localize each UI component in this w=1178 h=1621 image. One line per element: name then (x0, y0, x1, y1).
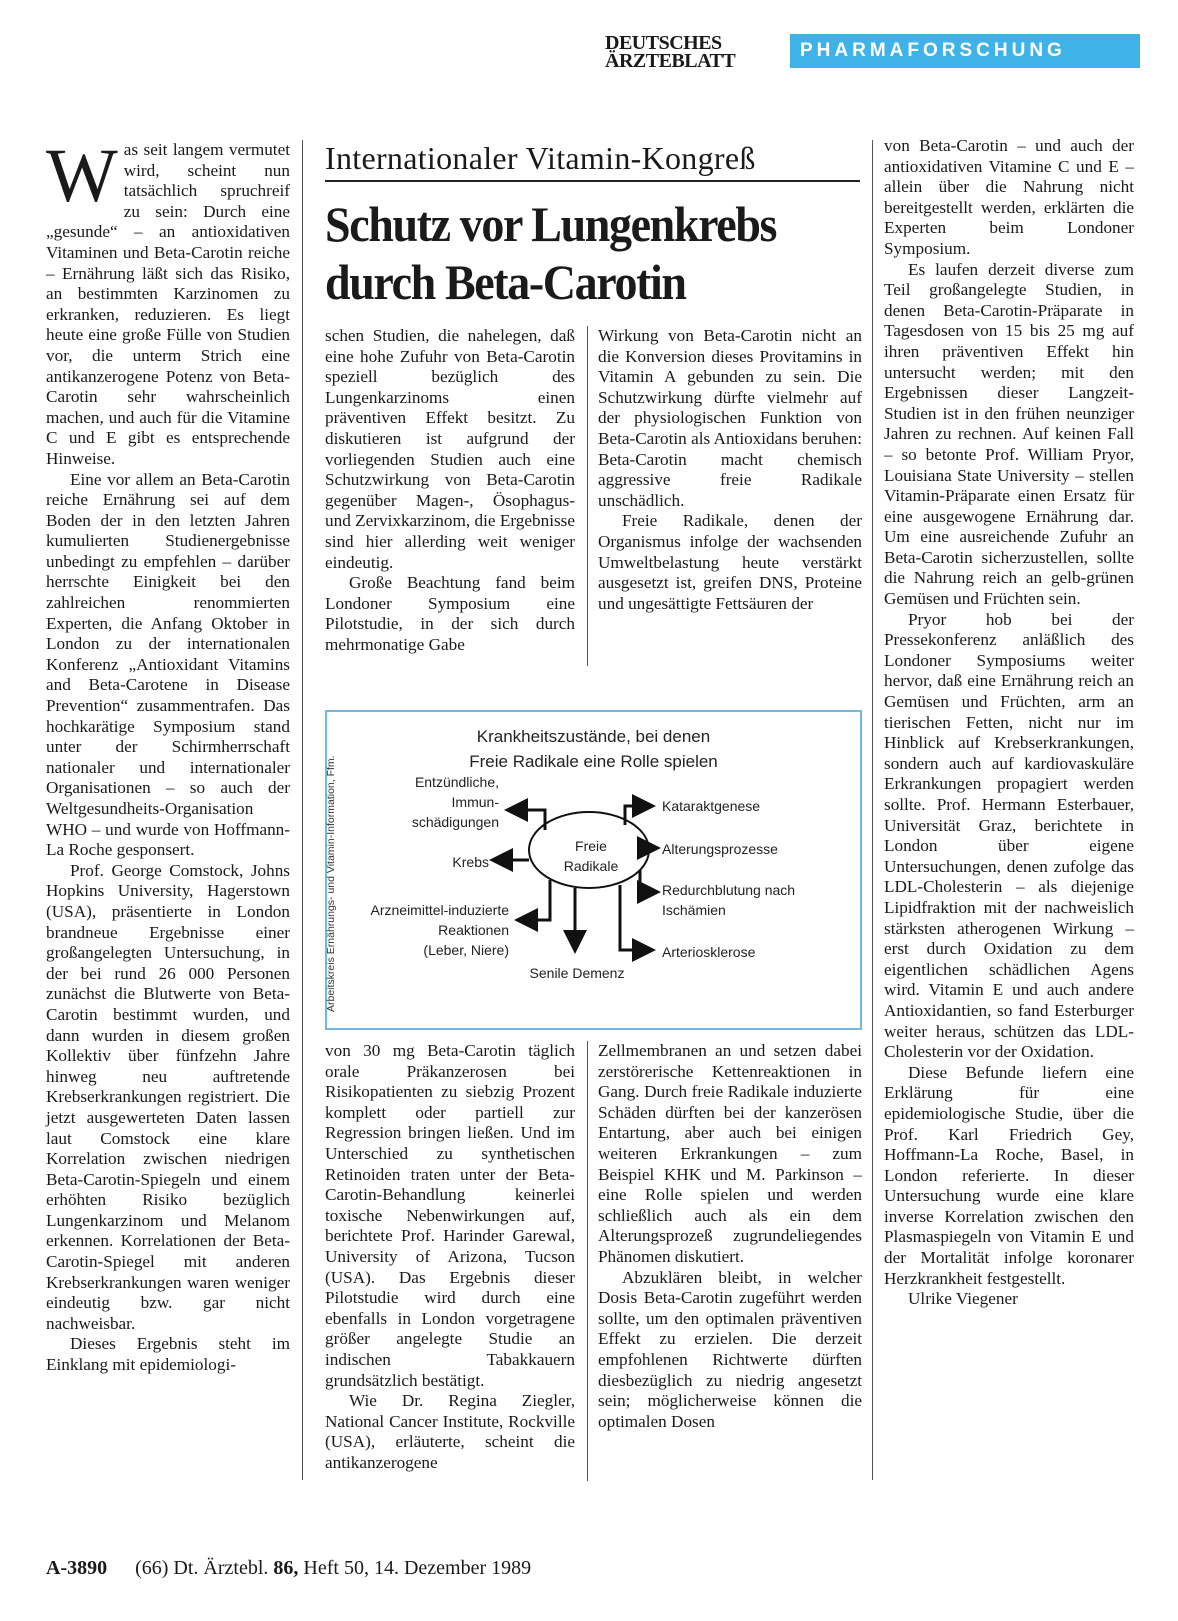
article-column-2-top (325, 326, 575, 656)
page-number: A-3890 (46, 1557, 108, 1579)
paragraph: Was seit langem vermutet wird, scheint nun tatsächlich spruchreif zu sein: Durch eine „gesunde“ – an antioxidativen Vitaminen und Beta-Carotin reiche – Ernährung läßt sich das Risiko, an bestimmten Karzinomen zu erkranken, reduzieren. Es liegt heute eine große Fülle von Studien vor, die unterm Strich eine antikanzerogene Potenz von Beta-Carotin sehr wahrscheinlich machen, und auch für die Vitamine C und E gibt es entsprechende Hinweise. (46, 134, 290, 468)
column-divider (587, 326, 588, 666)
headline-rule (325, 180, 860, 182)
paragraph: Diese Befunde liefern eine Erklärung für eine epidemiologische Studie, über die Prof. Karl Friedrich Gey, Hoffmann-La Roche, Basel, in London referierte. In dieser Untersuchung wurde eine klare inverse Korrelation zwischen den Plasmaspiegeln von Vitamin E und der Mortalität infolge koronarer Herzkrankheit festgestellt. (884, 1062, 1134, 1288)
paragraph: Abzuklären bleibt, in welcher Dosis Beta-Carotin zugeführt werden sollte, um den optimalen präventiven Effekt zu erzielen. Die derzeit empfohlenen Richtwerte dürften diesbezüglich zu niedrig angesetzt sein; möglicherweise können die optimalen Dosen (598, 1267, 862, 1431)
footer-issue: Heft 50, 14. Dezember 1989 (303, 1557, 532, 1579)
label-aging: Alterungsprozesse (662, 841, 778, 857)
headline-line2: durch Beta-Carotin (325, 254, 686, 310)
kicker-title: Internationaler Vitamin-Kongreß (325, 140, 756, 176)
headline (325, 195, 826, 311)
diagram-credit: Arbeitskreis Ernährungs- und Vitamin-Information, Ffm. (325, 755, 337, 1012)
paragraph: Es laufen derzeit diverse zum Teil großangelegte Studien, in denen Beta-Carotin-Präparate in Tagesdosen von 15 bis 25 mg auf ihren präventiven Effekt hin untersucht werden; mit den Ergebnissen dieser Langzeit-Studien ist in den frühen neunziger Jahren zu rechnen. Auf keinen Fall – so betonte Prof. William Pryor, Louisiana State University – stellen Vitamin-Präparate einen Ersatz für eine ausgewogene Ernährung dar. Um eine ausreichende Zufuhr an Beta-Carotin sicherzustellen, sollte die Nahrung reich an gelb-grünen Gemüsen und Früchten sein. (884, 259, 1134, 609)
label-drug-reactions: Arzneimittel-induzierte Reaktionen (Leber, Niere) (370, 902, 509, 958)
column-divider (872, 140, 873, 1480)
label-cataract: Kataraktgenese (662, 798, 761, 814)
arrow-reperfusion (640, 870, 655, 892)
diagram-title: Krankheitszustände, bei denen Freie Radikale eine Rolle spielen (469, 727, 718, 771)
paragraph: von Beta-Carotin – und auch der antioxidativen Vitamine C und E – allein über die Nahrung nicht bereitgestellt werden, erklärten die Experten beim Londoner Symposium. (884, 136, 1134, 258)
label-reperfusion: Redurchblutung nach Ischämien (662, 882, 796, 918)
paragraph: Große Beachtung fand beim Londoner Symposium eine Pilotstudie, in der sich durch mehrmonatige Gabe (325, 573, 575, 654)
paragraph: Zellmembranen an und setzen dabei zerstörerische Kettenreaktionen in Gang. Durch freie Radikale induzierte Schäden dürften bei der kanzerösen Entartung, aber auch bei einigen weiteren Erkrankungen – zum Beispiel KHK und M. Parkinson – eine Rolle spielen und werden schließlich auch als ein dem Alterungsprozeß zugrundeliegendes Phänomen diskutiert. (598, 1041, 862, 1266)
headline-line1: Schutz vor Lungenkrebs (325, 196, 777, 252)
article-column-4 (884, 136, 1134, 1310)
article-column-1 (46, 134, 290, 1376)
masthead-line2: ÄRZTEBLATT (605, 50, 736, 72)
footer-volume: 86, (273, 1557, 299, 1579)
label-cancer: Krebs (452, 854, 489, 870)
masthead-line1: DEUTSCHES (605, 32, 722, 54)
column-divider (587, 1041, 588, 1481)
center-label: Freie Radikale (563, 838, 619, 874)
article-column-3-top (598, 326, 862, 614)
journal-masthead (605, 34, 775, 70)
label-atherosclerosis: Arteriosklerose (662, 944, 756, 960)
article-column-2-bottom (325, 1041, 575, 1473)
author-signature: Ulrike Viegener (908, 1289, 1018, 1309)
paragraph: schen Studien, die nahelegen, daß eine hohe Zufuhr von Beta-Carotin speziell bezüglich des Lungenkarzinoms einen präventiven Effekt besitzt. Zu diskutieren ist aufgrund der vorliegenden Studien auch eine Schutzwirkung von Beta-Carotin gegenüber Magen-, Ösophagus- und Zervixkarzinom, die Ergebnisse sind hier allerding weit weniger eindeutig. (325, 326, 575, 572)
drop-cap: W (46, 134, 118, 218)
label-inflammation: Entzündliche, Immun- schädigungen (411, 774, 499, 830)
paragraph: Prof. George Comstock, Johns Hopkins University, Hagerstown (USA), präsentierte in London brandneue Ergebnisse einer großangelegten Untersuchung, in der bei rund 26 000 Personen zunächst die Blutwerte von Beta-Carotin bestimmt wurden, und dann wurden in diesem großen Kollektiv über fünfzehn Jahre hinweg neu auftretende Krebserkrankungen registriert. Die jetzt ausgewerteten Daten lassen laut Comstock eine klare Korrelation zwischen niedrigen Beta-Carotin-Spiegeln und einem erhöhten Risiko bezüglich Lungenkarzinom und Melanom erkennen. Korrelationen der Beta-Carotin-Spiegel mit anderen Krebserkrankungen waren weniger eindeutig bzw. gar nicht nachweisbar. (46, 860, 290, 1333)
label-dementia: Senile Demenz (529, 965, 625, 981)
article-column-3-bottom (598, 1041, 862, 1432)
paragraph: Pryor hob bei der Pressekonferenz anläßlich des Londoner Symposiums weiter hervor, daß eine Ernährung reich an Gemüsen und Früchten, arm an tierischen Fetten, nicht nur im Hinblick auf Krebserkrankungen, sondern auch auf kardiovaskuläre Erkrankungen propagiert werden sollte. Prof. Hermann Esterbauer, Universität Graz, berichtete in London über eigene Untersuchungen, denen zufolge das LDL-Cholesterin – als diejenige Lipidfraktion mit der nachweislich stärksten atherogenen Wirkung – erst durch Oxidation zu dem eigentlichen schädlichen Agens wird. Vitamin E und auch andere Antioxidantien, so fand Esterburger weiter heraus, schützen das LDL-Cholesterin vor der Oxidation. (884, 609, 1134, 1062)
paragraph: von 30 mg Beta-Carotin täglich orale Präkanzerosen bei Risikopatienten zu siebzig Prozent komplett oder partiell zur Regression bringen ließen. Und im Unterschied zu synthetischen Retinoiden traten unter der Beta-Carotin-Behandlung keinerlei toxische Nebenwirkungen auf, berichtete Prof. Harinder Garewal, University of Arizona, Tucson (USA). Das Ergebnis dieser Pilotstudie wird durch eine ebenfalls in London vorgetragene größer angelegte Studie an indischen Tabakkauern grundsätzlich bestätigt. (325, 1041, 575, 1390)
column-divider (302, 140, 303, 1480)
page-footer (46, 1557, 531, 1580)
arrow-drug-reactions (520, 880, 550, 920)
paragraph: Wirkung von Beta-Carotin nicht an die Konversion dieses Provitamins in Vitamin A gebunden zu sein. Die Schutzwirkung dürfte vielmehr auf der physiologischen Funktion von Beta-Carotin als Antioxidans beruhen: Beta-Carotin macht chemisch aggressive freie Radikale unschädlich. (598, 326, 862, 510)
paragraph: Eine vor allem an Beta-Carotin reiche Ernährung sei auf dem Boden der in den letzten Jahren kumulierten Studienergebnisse unbedingt zu empfehlen – darüber herrschte Einigkeit bei den zahlreichen renommierten Experten, die Anfang Oktober in London zu der internationalen Konferenz „Antioxidant Vitamins and Beta-Carotene in Disease Prevention“ zusammentrafen. Das hochkarätige Symposium stand unter der Schirmherrschaft nationaler und internationaler Organisationen – so auch der Weltgesundheits-Organisation WHO – und wurde von Hoffmann-La Roche gesponsert. (46, 469, 290, 860)
arrow-atherosclerosis (620, 885, 650, 950)
section-banner: PHARMAFORSCHUNG (790, 34, 1140, 68)
paragraph: Freie Radikale, denen der Organismus infolge der wachsenden Umweltbelastung heute verstärkt ausgesetzt ist, greifen DNS, Proteine und ungesättigte Fettsäuren der (598, 511, 862, 613)
paragraph: Dieses Ergebnis steht im Einklang mit epidemiologi- (46, 1334, 290, 1375)
footer-reference: (66) Dt. Ärztebl. (135, 1557, 269, 1579)
diagram-free-radicals (325, 710, 862, 1030)
paragraph: Wie Dr. Regina Ziegler, National Cancer Institute, Rockville (USA), erläuterte, scheint die antikanzerogene (325, 1391, 575, 1472)
